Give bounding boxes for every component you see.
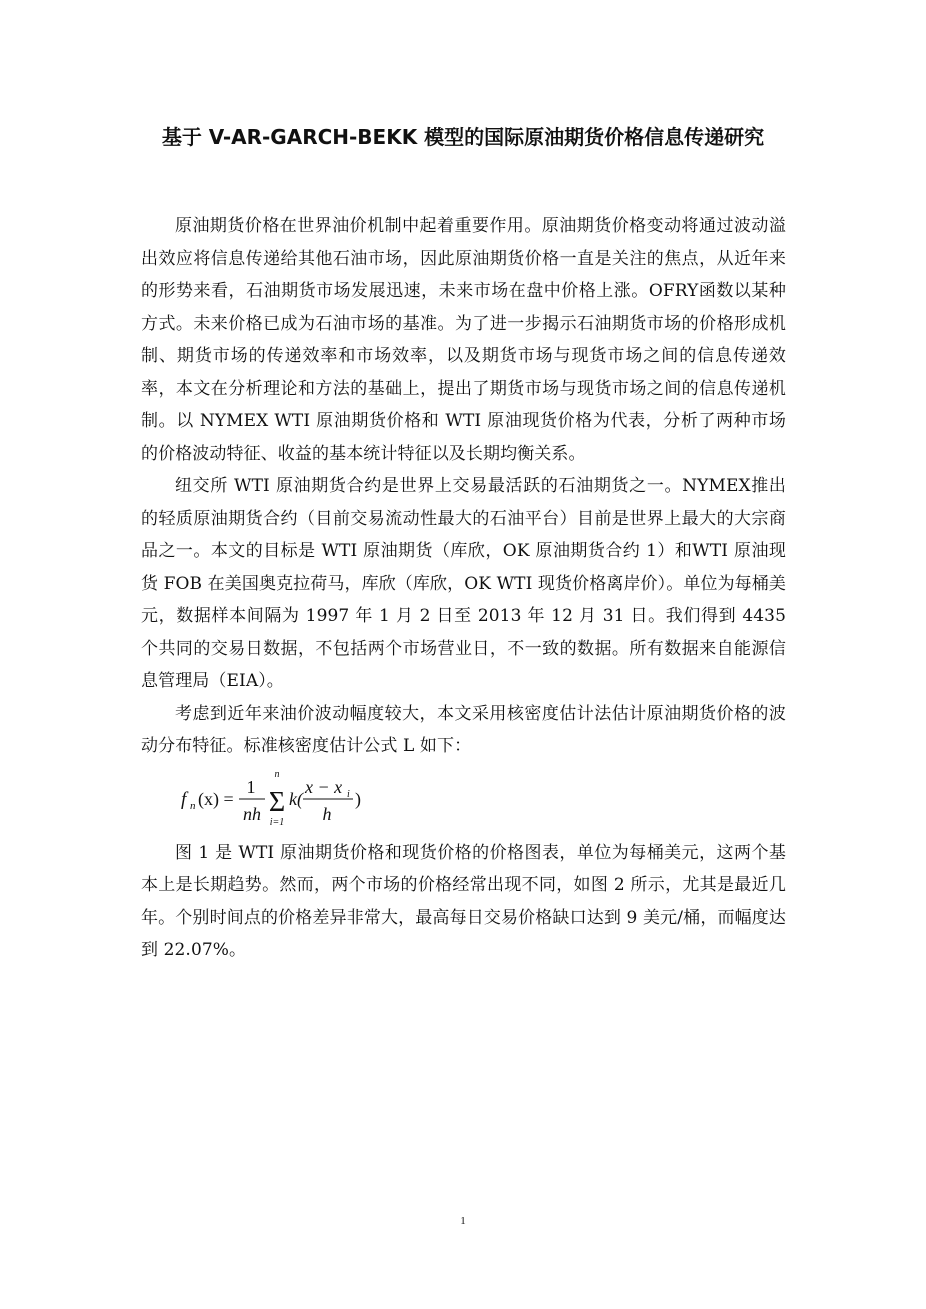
formula-kernel-denominator: h [322,803,332,824]
formula-sum-lower: i=1 [269,816,285,828]
document-title: 基于 V-AR-GARCH-BEKK 模型的国际原油期货价格信息传递研究 [161,125,765,149]
formula-fraction-numerator: 1 [246,776,256,797]
formula-kernel-close: ) [355,788,361,809]
paragraph-data-description: 纽交所 WTI 原油期货合约是世界上交易最活跃的石油期货之一。NYMEX推出的轻质原油期货合约（目前交易流动性最大的石油平台）目前是世界上最大的大宗商品之一。本文的目标是 WTI 原油期货（库欣，OK 原油期货合约 1）和WTI 原油现货 FOB 在美国奥克拉荷马，库欣（库欣，OK WTI 现货价格离岸价）。单位为每桶美元，数据样本间隔为 1997 年 1 月 2 日至 2013 年 12 月 31 日。我们得到 4435 个共同的交易日数据，不包括两个市场营业日，不一致的数据。所有数据来自能源信息管理局（EIA）。 [141,476,786,691]
formula-kernel-numerator-subscript: i [347,788,350,800]
formula-lhs-argument: (x) = [198,788,234,809]
formula-fraction-denominator: nh [243,803,261,824]
formula-sum-upper: n [274,768,280,780]
paragraph-method: 考虑到近年来油价波动幅度较大，本文采用核密度估计法估计原油期货价格的波动分布特征。标准核密度估计公式 L 如下： [141,703,786,756]
document-body [141,210,786,967]
formula-lhs-subscript: n [190,799,196,812]
formula-lhs: f [181,788,187,810]
page-number: 1 [460,1215,466,1227]
formula-graphic [181,767,481,831]
sigma-icon: Σ [268,786,286,818]
formula-kernel-numerator: x − x [305,776,343,797]
formula-kernel: k( [289,788,303,809]
paragraph-figure-discussion: 图 1 是 WTI 原油期货价格和现货价格的价格图表，单位为每桶美元，这两个基本上是长期趋势。然而，两个市场的价格经常出现不同，如图 2 所示，尤其是最近几年。个别时间点的价格差异非常大，最高每日交易价格缺口达到 9 美元/桶，而幅度达到 22.07%。 [141,842,786,960]
paragraph-intro: 原油期货价格在世界油价机制中起着重要作用。原油期货价格变动将通过波动溢出效应将信息传递给其他石油市场，因此原油期货价格一直是关注的焦点，从近年来的形势来看，石油期货市场发展迅速，未来市场在盘中价格上涨。OFRY函数以某种方式。未来价格已成为石油市场的基准。为了进一步揭示石油期货市场的价格形成机制、期货市场的传递效率和市场效率，以及期货市场与现货市场之间的信息传递效率，本文在分析理论和方法的基础上，提出了期货市场与现货市场之间的信息传递机制。以 NYMEX WTI 原油期货价格和 WTI 原油现货价格为代表，分析了两种市场的价格波动特征、收益的基本统计特征以及长期均衡关系。 [141,216,786,464]
kernel-density-formula [181,767,786,831]
